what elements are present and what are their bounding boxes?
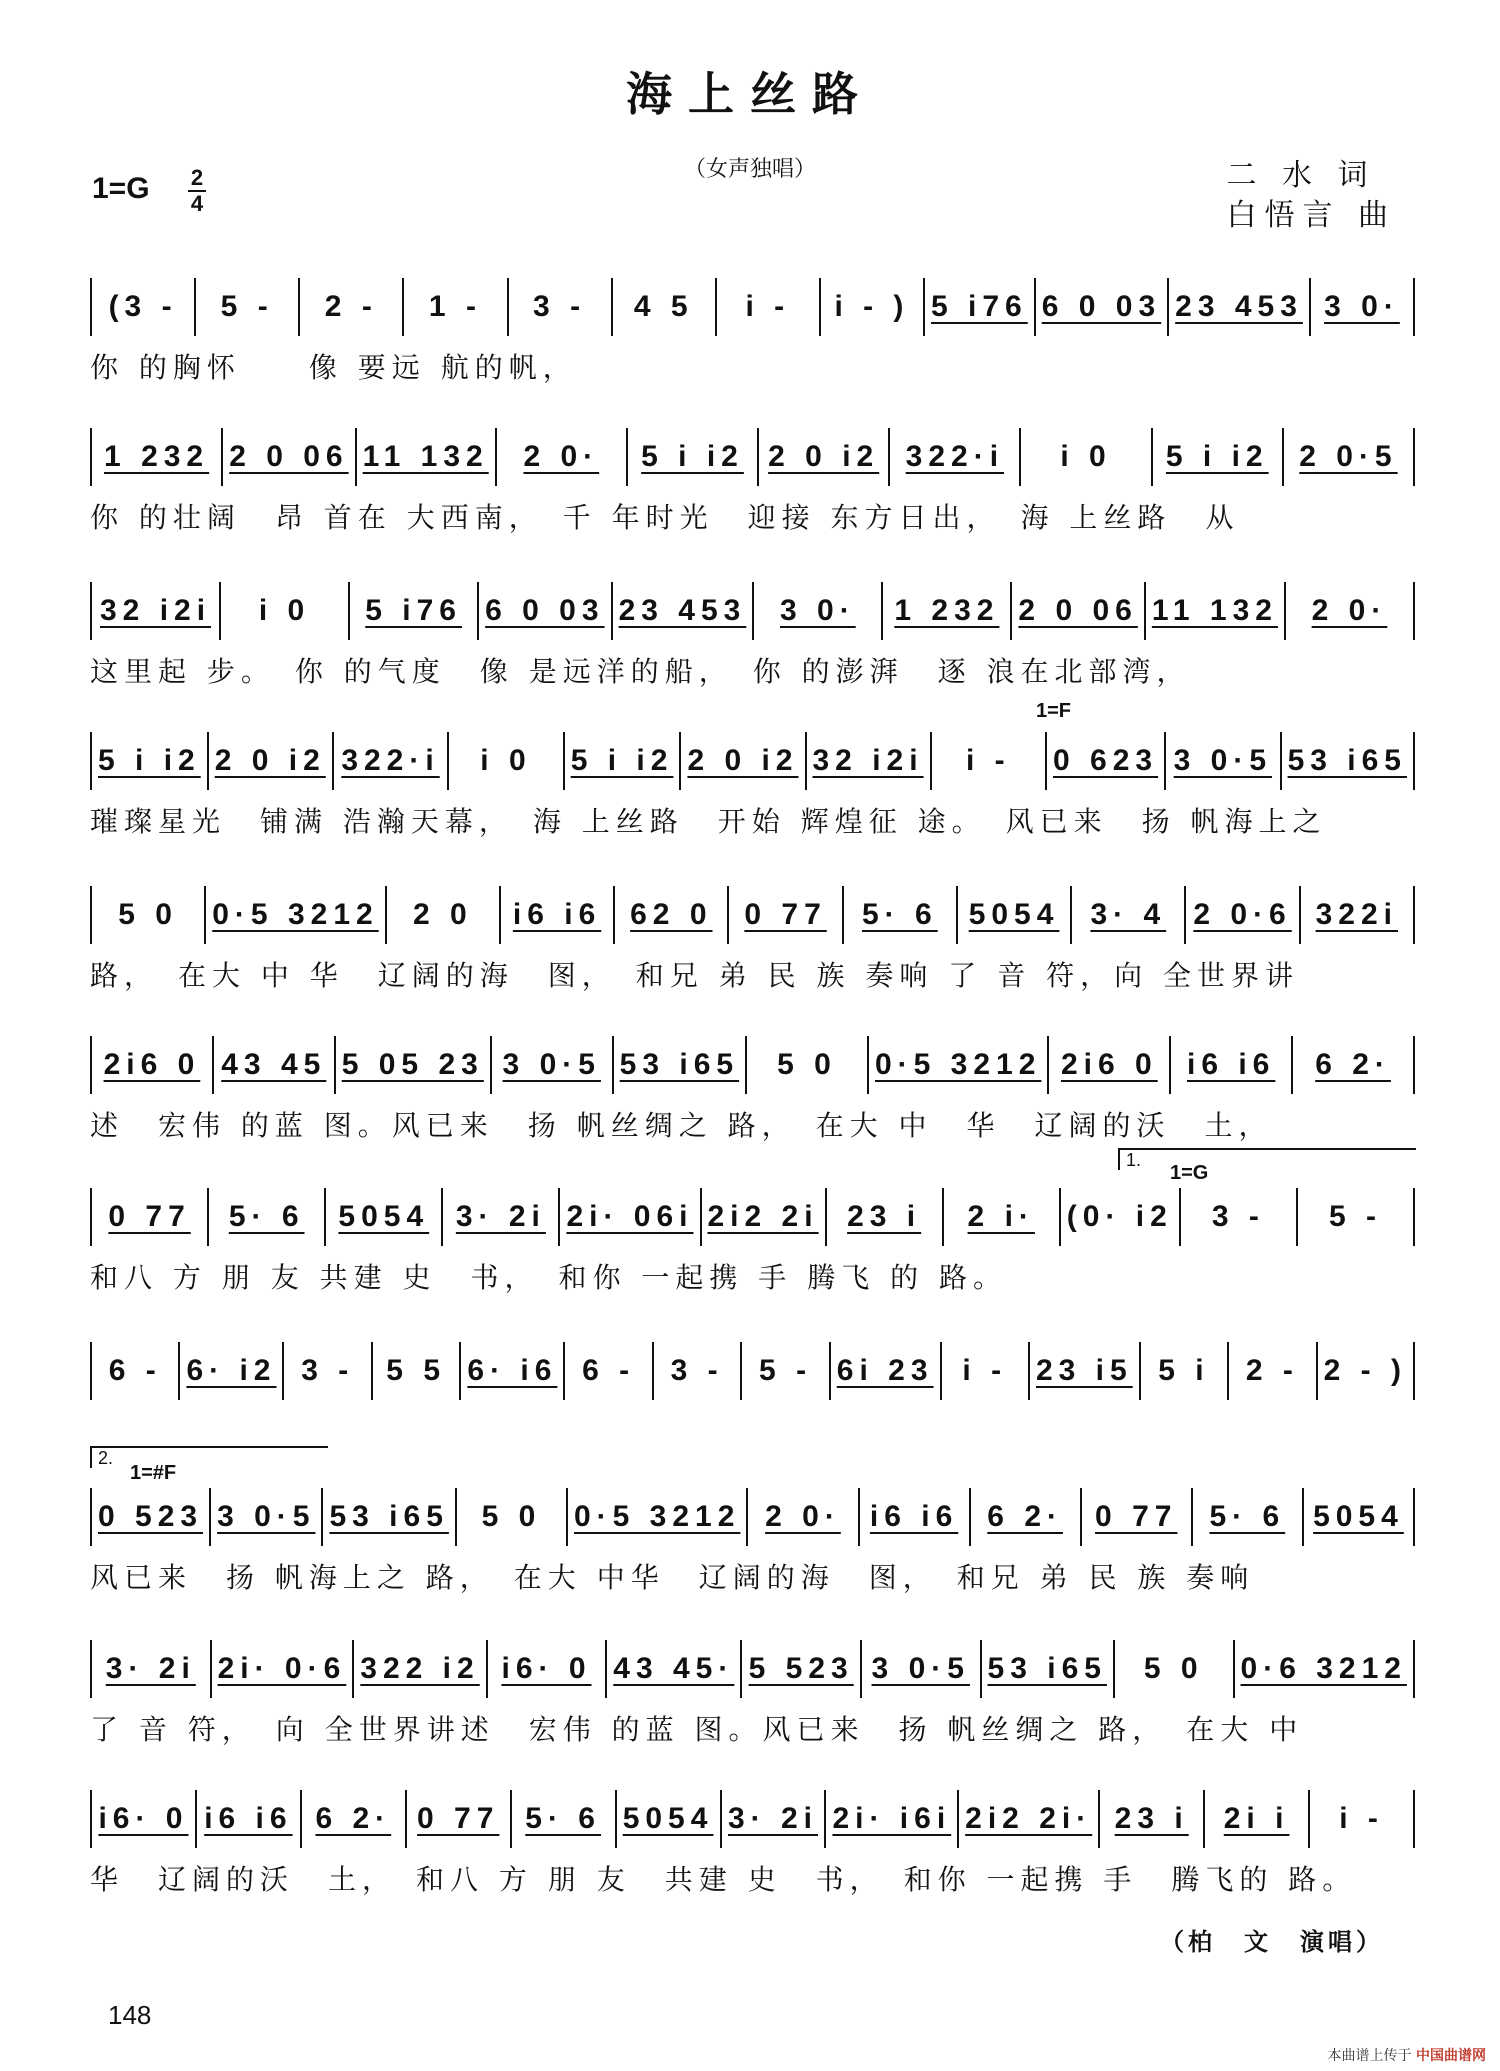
note-group: 5 5 bbox=[386, 1354, 447, 1387]
measure bbox=[92, 278, 196, 336]
measure bbox=[1311, 278, 1413, 336]
measure bbox=[1115, 1640, 1235, 1698]
measure bbox=[300, 278, 404, 336]
note-group: 5 523 bbox=[748, 1652, 854, 1685]
site-logo: 中国曲谱网 bbox=[1416, 2048, 1486, 2064]
measure bbox=[223, 428, 356, 486]
measure bbox=[565, 1342, 653, 1400]
note-group: 6 2· bbox=[1315, 1048, 1391, 1081]
measure bbox=[1171, 1036, 1293, 1094]
note-group: 2 0·6 bbox=[1193, 898, 1292, 931]
measure bbox=[326, 1188, 443, 1246]
note-group: 5 i i2 bbox=[570, 744, 674, 777]
measure bbox=[488, 1640, 608, 1698]
note-group: 3· 2i bbox=[105, 1652, 196, 1685]
measure bbox=[206, 886, 386, 944]
note-group: 53 i65 bbox=[619, 1048, 740, 1081]
measure bbox=[860, 1488, 971, 1546]
lyric-line: 华 辽阔的沃 土， 和八 方 朋 友 共建 史 书， 和你 一起携 手 腾飞的 路。 bbox=[90, 1863, 1357, 1896]
measure bbox=[180, 1342, 284, 1400]
note-group: i - bbox=[962, 1354, 1008, 1387]
measure bbox=[373, 1342, 461, 1400]
note-group: i - ) bbox=[834, 290, 910, 323]
note-group: 0 77 bbox=[744, 898, 827, 931]
note-group: 1 232 bbox=[894, 594, 1000, 627]
measure bbox=[827, 1188, 944, 1246]
measure bbox=[284, 1342, 372, 1400]
note-group: i6 i6 bbox=[204, 1802, 293, 1835]
note-group: 3· 2i bbox=[455, 1200, 546, 1233]
note-group: 2 0 i2 bbox=[214, 744, 326, 777]
note-group: 53 i65 bbox=[329, 1500, 449, 1533]
note-group: 11 132 bbox=[1151, 594, 1278, 627]
note-group: 5 0 bbox=[118, 898, 178, 931]
note-group: 6 0 03 bbox=[485, 594, 605, 627]
note-group: 23 i bbox=[847, 1200, 922, 1233]
measure bbox=[211, 1488, 323, 1546]
measure bbox=[221, 582, 350, 640]
note-group: i6 i6 bbox=[1186, 1048, 1276, 1081]
measure bbox=[461, 1342, 565, 1400]
note-group: 5054 bbox=[1313, 1500, 1404, 1533]
note-group: 32 i2i bbox=[812, 744, 924, 777]
note-group: 0·5 3212 bbox=[573, 1500, 741, 1533]
note-group: 5· 6 bbox=[228, 1200, 305, 1233]
lyric-line: 这里起 步。 你 的气度 像 是远洋的船， 你 的澎湃 逐 浪在北部湾， bbox=[90, 655, 1191, 688]
measure bbox=[387, 886, 501, 944]
note-group: 6 - bbox=[582, 1354, 636, 1387]
measure bbox=[443, 1188, 560, 1246]
measure bbox=[754, 582, 883, 640]
staff-line bbox=[90, 886, 1415, 944]
lyric-line: 和八 方 朋 友 共建 史 书， 和你 一起携 手 腾飞 的 路。 bbox=[90, 1261, 1008, 1294]
staff-line bbox=[90, 1640, 1415, 1698]
note-group: 0 623 bbox=[1053, 744, 1159, 777]
measure bbox=[407, 1790, 512, 1848]
note-group: 5054 bbox=[968, 898, 1060, 931]
note-group: i - bbox=[1339, 1802, 1384, 1835]
note-group: i 0 bbox=[258, 594, 311, 627]
measure bbox=[568, 1488, 748, 1546]
measure bbox=[1181, 1188, 1298, 1246]
score-system bbox=[90, 1790, 1415, 1898]
measure bbox=[92, 1640, 212, 1698]
note-group: 3 - bbox=[301, 1354, 355, 1387]
score-system bbox=[90, 1342, 1415, 1450]
time-signature bbox=[188, 166, 206, 216]
measure bbox=[1166, 732, 1281, 790]
measure bbox=[92, 1488, 211, 1546]
measure bbox=[717, 278, 821, 336]
note-group: 3 0·5 bbox=[871, 1652, 970, 1685]
measure bbox=[92, 582, 221, 640]
measure bbox=[92, 886, 206, 944]
measure bbox=[354, 1640, 487, 1698]
note-group: 4 5 bbox=[633, 290, 694, 323]
measure bbox=[92, 1036, 214, 1094]
staff-line bbox=[90, 1036, 1415, 1094]
measure bbox=[565, 732, 682, 790]
measure bbox=[214, 1036, 336, 1094]
note-group: 2 0 06 bbox=[229, 440, 349, 473]
measure bbox=[742, 1342, 830, 1400]
score-system bbox=[90, 886, 1415, 994]
note-group: 322·i bbox=[341, 744, 440, 777]
key-signature: 1=G bbox=[92, 172, 150, 205]
measure bbox=[971, 1488, 1082, 1546]
note-group: 3 - bbox=[533, 290, 587, 323]
note-group: 2 i· bbox=[967, 1200, 1035, 1233]
measure bbox=[607, 1640, 742, 1698]
measure bbox=[747, 1036, 869, 1094]
note-group: 2i6 0 bbox=[103, 1048, 201, 1081]
key-change: 1=F bbox=[1036, 700, 1072, 722]
note-group: 5 i bbox=[1158, 1354, 1210, 1387]
measure bbox=[212, 1640, 355, 1698]
measure bbox=[654, 1342, 742, 1400]
note-group: 2 0 bbox=[412, 898, 473, 931]
measure bbox=[1205, 1790, 1310, 1848]
measure bbox=[932, 732, 1047, 790]
note-group: 2i· 06i bbox=[566, 1200, 694, 1233]
lyric-line: 路， 在大 中 华 辽阔的海 图， 和兄 弟 民 族 奏响 了 音 符，向 全世界讲 bbox=[90, 959, 1300, 992]
time-signature-top: 2 bbox=[190, 165, 204, 190]
lyricist-credit: 二 水 词 bbox=[1226, 158, 1376, 193]
measure bbox=[209, 732, 334, 790]
note-group: 2 0·5 bbox=[1299, 440, 1398, 473]
measure bbox=[209, 1188, 326, 1246]
measure bbox=[1072, 886, 1186, 944]
lyric-line: 你 的壮阔 昂 首在 大西南， 千 年时光 迎接 东方日出， 海 上丝路 从 bbox=[90, 501, 1240, 534]
note-group: 23 453 bbox=[1175, 290, 1303, 323]
note-group: 11 132 bbox=[362, 440, 489, 473]
measure bbox=[92, 1790, 197, 1848]
lyric-line bbox=[90, 1410, 1415, 1450]
measure bbox=[512, 1790, 617, 1848]
note-group: 2i6 0 bbox=[1060, 1048, 1158, 1081]
measure bbox=[1310, 1790, 1413, 1848]
volta-bracket: 2. bbox=[90, 1446, 328, 1468]
note-group: 6 2· bbox=[315, 1802, 392, 1835]
note-group: 5 i i2 bbox=[98, 744, 201, 777]
measure bbox=[729, 886, 843, 944]
measure bbox=[615, 886, 729, 944]
note-group: 2 0· bbox=[1311, 594, 1388, 627]
note-group: 0 77 bbox=[1095, 1500, 1178, 1533]
note-group: 5 0 bbox=[481, 1500, 542, 1533]
measure bbox=[196, 278, 300, 336]
note-group: i 0 bbox=[1060, 440, 1112, 473]
measure bbox=[925, 278, 1036, 336]
note-group: 62 0 bbox=[630, 898, 713, 931]
score-system bbox=[90, 1448, 1415, 1596]
measure bbox=[323, 1488, 456, 1546]
measure bbox=[1286, 582, 1413, 640]
upload-footer bbox=[1328, 2045, 1486, 2065]
note-group: 53 i65 bbox=[1287, 744, 1407, 777]
staff-line bbox=[90, 428, 1415, 486]
measure bbox=[1282, 732, 1413, 790]
measure bbox=[92, 732, 209, 790]
note-group: 43 45· bbox=[613, 1652, 735, 1685]
note-group: 5 05 23 bbox=[341, 1048, 484, 1081]
measure bbox=[479, 582, 612, 640]
volta-bracket: 1. bbox=[1118, 1148, 1416, 1170]
note-group: 2 0 i2 bbox=[687, 744, 799, 777]
measure bbox=[759, 428, 890, 486]
note-group: 5 - bbox=[1328, 1200, 1382, 1233]
measure bbox=[92, 1188, 209, 1246]
note-group: 23 i5 bbox=[1035, 1354, 1133, 1387]
measure bbox=[1235, 1640, 1413, 1698]
credits bbox=[1226, 156, 1396, 236]
measure bbox=[883, 582, 1012, 640]
note-group: 5054 bbox=[622, 1802, 714, 1835]
performance-note: （女声独唱） bbox=[683, 157, 816, 182]
measure bbox=[613, 582, 755, 640]
staff-line bbox=[90, 1790, 1415, 1848]
key-change: 1=#F bbox=[130, 1462, 177, 1484]
note-group: i6· 0 bbox=[501, 1652, 592, 1685]
time-signature-bottom: 4 bbox=[190, 191, 204, 216]
score-system bbox=[90, 428, 1415, 536]
note-group: 6· i2 bbox=[186, 1354, 277, 1387]
song-title: 海上丝路 bbox=[626, 67, 874, 121]
note-group: 2i2 2i· bbox=[965, 1802, 1093, 1835]
measure bbox=[617, 1790, 722, 1848]
staff-line bbox=[90, 278, 1415, 336]
measure bbox=[869, 1036, 1049, 1094]
lyric-line: 璀璨星光 铺满 浩瀚天幕， 海 上丝路 开始 辉煌征 途。 风已来 扬 帆海上之 bbox=[90, 805, 1327, 838]
measure bbox=[1030, 1342, 1141, 1400]
note-group: 2 0· bbox=[765, 1500, 841, 1533]
measure bbox=[1298, 1188, 1413, 1246]
note-group: 1 - bbox=[428, 290, 482, 323]
note-group: 2i i bbox=[1223, 1802, 1290, 1835]
score-system bbox=[90, 278, 1415, 386]
note-group: i 0 bbox=[480, 744, 532, 777]
note-group: 3· 2i bbox=[727, 1802, 818, 1835]
measure bbox=[1186, 886, 1300, 944]
measure bbox=[862, 1640, 982, 1698]
measure bbox=[560, 1188, 701, 1246]
note-group: 3 0· bbox=[1324, 290, 1400, 323]
note-group: 5· 6 bbox=[525, 1802, 601, 1835]
note-group: 2i2 2i bbox=[707, 1200, 819, 1233]
measure bbox=[350, 582, 479, 640]
note-group: 3 0·5 bbox=[502, 1048, 601, 1081]
score-system bbox=[90, 1640, 1415, 1748]
measure bbox=[1021, 428, 1152, 486]
measure bbox=[1049, 1036, 1171, 1094]
note-group: i - bbox=[965, 744, 1011, 777]
measure bbox=[821, 278, 925, 336]
staff-line bbox=[90, 732, 1415, 790]
measure bbox=[1047, 732, 1166, 790]
note-group: 5· 6 bbox=[861, 898, 938, 931]
measure bbox=[501, 886, 615, 944]
note-group: 2i· 0·6 bbox=[217, 1652, 347, 1685]
measure bbox=[404, 278, 508, 336]
measure bbox=[509, 278, 613, 336]
measure bbox=[457, 1488, 568, 1546]
measure bbox=[92, 1342, 180, 1400]
note-group: 3 - bbox=[670, 1354, 724, 1387]
score-system bbox=[90, 582, 1415, 690]
measure bbox=[1012, 582, 1145, 640]
note-group: 5 - bbox=[220, 290, 274, 323]
measure bbox=[1153, 428, 1284, 486]
composer-credit: 白悟言 曲 bbox=[1226, 198, 1396, 233]
measure bbox=[497, 428, 628, 486]
measure bbox=[748, 1488, 859, 1546]
note-group: 32 i2i bbox=[99, 594, 212, 627]
note-group: (3 - bbox=[108, 290, 178, 323]
note-group: 6 - bbox=[108, 1354, 162, 1387]
lyric-line: 你 的胸怀 像 要远 航的帆， bbox=[90, 351, 577, 384]
note-group: 23 i bbox=[1114, 1802, 1189, 1835]
score-system bbox=[90, 700, 1415, 840]
measure bbox=[1141, 1342, 1229, 1400]
note-group: 0·6 3212 bbox=[1240, 1652, 1407, 1685]
measure bbox=[92, 428, 223, 486]
score-system bbox=[90, 1036, 1415, 1144]
measure bbox=[1100, 1790, 1205, 1848]
note-group: 322i bbox=[1315, 898, 1398, 931]
staff-line bbox=[90, 1488, 1415, 1546]
measure bbox=[628, 428, 759, 486]
measure bbox=[334, 732, 449, 790]
note-group: 5 i76 bbox=[931, 290, 1028, 323]
measure bbox=[702, 1188, 827, 1246]
note-group: 3· 4 bbox=[1090, 898, 1167, 931]
measure bbox=[449, 732, 564, 790]
note-group: 5 i i2 bbox=[641, 440, 744, 473]
measure bbox=[826, 1790, 959, 1848]
measure bbox=[336, 1036, 492, 1094]
measure bbox=[1061, 1188, 1181, 1246]
note-group: 0 77 bbox=[108, 1200, 191, 1233]
note-group: 0·5 3212 bbox=[874, 1048, 1042, 1081]
note-group: 5 i76 bbox=[365, 594, 462, 627]
note-group: 6 0 03 bbox=[1041, 290, 1162, 323]
lyric-line: 述 宏伟 的蓝 图。风已来 扬 帆丝绸之 路， 在大 中 华 辽阔的沃 土， bbox=[90, 1109, 1273, 1142]
note-group: 2 0 i2 bbox=[768, 440, 880, 473]
measure bbox=[1082, 1488, 1193, 1546]
note-group: 2 0 06 bbox=[1018, 594, 1138, 627]
measure bbox=[357, 428, 497, 486]
note-group: 322·i bbox=[905, 440, 1005, 473]
note-group: 1 232 bbox=[104, 440, 210, 473]
measure bbox=[614, 1036, 747, 1094]
measure bbox=[1284, 428, 1413, 486]
measure bbox=[492, 1036, 614, 1094]
measure bbox=[844, 886, 958, 944]
note-group: 322 i2 bbox=[360, 1652, 480, 1685]
measure bbox=[807, 732, 932, 790]
measure bbox=[302, 1790, 407, 1848]
note-group: 0 77 bbox=[417, 1802, 500, 1835]
note-group: i - bbox=[745, 290, 791, 323]
measure bbox=[722, 1790, 827, 1848]
singer-credit: （柏 文 演唱） bbox=[1160, 1927, 1384, 1956]
note-group: (0· i2 bbox=[1066, 1200, 1173, 1233]
staff-line bbox=[90, 582, 1415, 640]
note-group: 23 453 bbox=[618, 594, 747, 627]
staff-line bbox=[90, 1342, 1415, 1400]
note-group: 5054 bbox=[338, 1200, 430, 1233]
measure bbox=[1293, 1036, 1413, 1094]
note-group: 43 45 bbox=[221, 1048, 327, 1081]
measure bbox=[958, 886, 1072, 944]
note-group: 3 0·5 bbox=[1173, 744, 1273, 777]
page-number: 148 bbox=[108, 2000, 152, 2030]
note-group: 0·5 3212 bbox=[212, 898, 379, 931]
note-group: 6· i6 bbox=[467, 1354, 558, 1387]
note-group: 2 - bbox=[324, 290, 378, 323]
score-system bbox=[90, 1150, 1415, 1296]
note-group: 0 523 bbox=[98, 1500, 204, 1533]
measure bbox=[1036, 278, 1169, 336]
measure bbox=[1193, 1488, 1304, 1546]
note-group: i6 i6 bbox=[869, 1500, 959, 1533]
key-change: 1=G bbox=[1170, 1162, 1209, 1184]
upload-note: 本曲谱上传于 bbox=[1327, 2048, 1412, 2064]
note-group: 3 0·5 bbox=[217, 1500, 316, 1533]
note-group: 5 0 bbox=[1143, 1652, 1204, 1685]
measure bbox=[197, 1790, 302, 1848]
note-group: 5 - bbox=[759, 1354, 813, 1387]
note-group: 5 0 bbox=[777, 1048, 837, 1081]
note-group: 3 - bbox=[1211, 1200, 1265, 1233]
measure bbox=[944, 1188, 1061, 1246]
note-group: 5· 6 bbox=[1209, 1500, 1286, 1533]
lyric-line: 了 音 符， 向 全世界讲述 宏伟 的蓝 图。风已来 扬 帆丝绸之 路， 在大 中 bbox=[90, 1713, 1304, 1746]
measure bbox=[890, 428, 1021, 486]
staff-line bbox=[90, 1188, 1415, 1246]
measure bbox=[982, 1640, 1115, 1698]
note-group: 5 i i2 bbox=[1165, 440, 1269, 473]
note-group: 6 2· bbox=[987, 1500, 1063, 1533]
measure bbox=[1229, 1342, 1317, 1400]
measure bbox=[681, 732, 806, 790]
note-group: 3 0· bbox=[780, 594, 856, 627]
measure bbox=[1318, 1342, 1413, 1400]
note-group: i6· 0 bbox=[98, 1802, 189, 1835]
measure bbox=[959, 1790, 1100, 1848]
measure bbox=[1169, 278, 1311, 336]
note-group: 2 - ) bbox=[1323, 1354, 1407, 1387]
measure bbox=[942, 1342, 1030, 1400]
note-group: 2 0· bbox=[523, 440, 600, 473]
note-group: 6i 23 bbox=[836, 1354, 934, 1387]
note-group: 2 - bbox=[1245, 1354, 1299, 1387]
lyric-line: 风已来 扬 帆海上之 路， 在大 中华 辽阔的海 图， 和兄 弟 民 族 奏响 bbox=[90, 1561, 1255, 1594]
measure bbox=[742, 1640, 862, 1698]
measure bbox=[831, 1342, 942, 1400]
note-group: 53 i65 bbox=[987, 1652, 1107, 1685]
measure bbox=[613, 278, 717, 336]
measure bbox=[1304, 1488, 1413, 1546]
note-group: i6 i6 bbox=[512, 898, 602, 931]
measure bbox=[1146, 582, 1286, 640]
note-group: 2i· i6i bbox=[832, 1802, 952, 1835]
measure bbox=[1301, 886, 1413, 944]
